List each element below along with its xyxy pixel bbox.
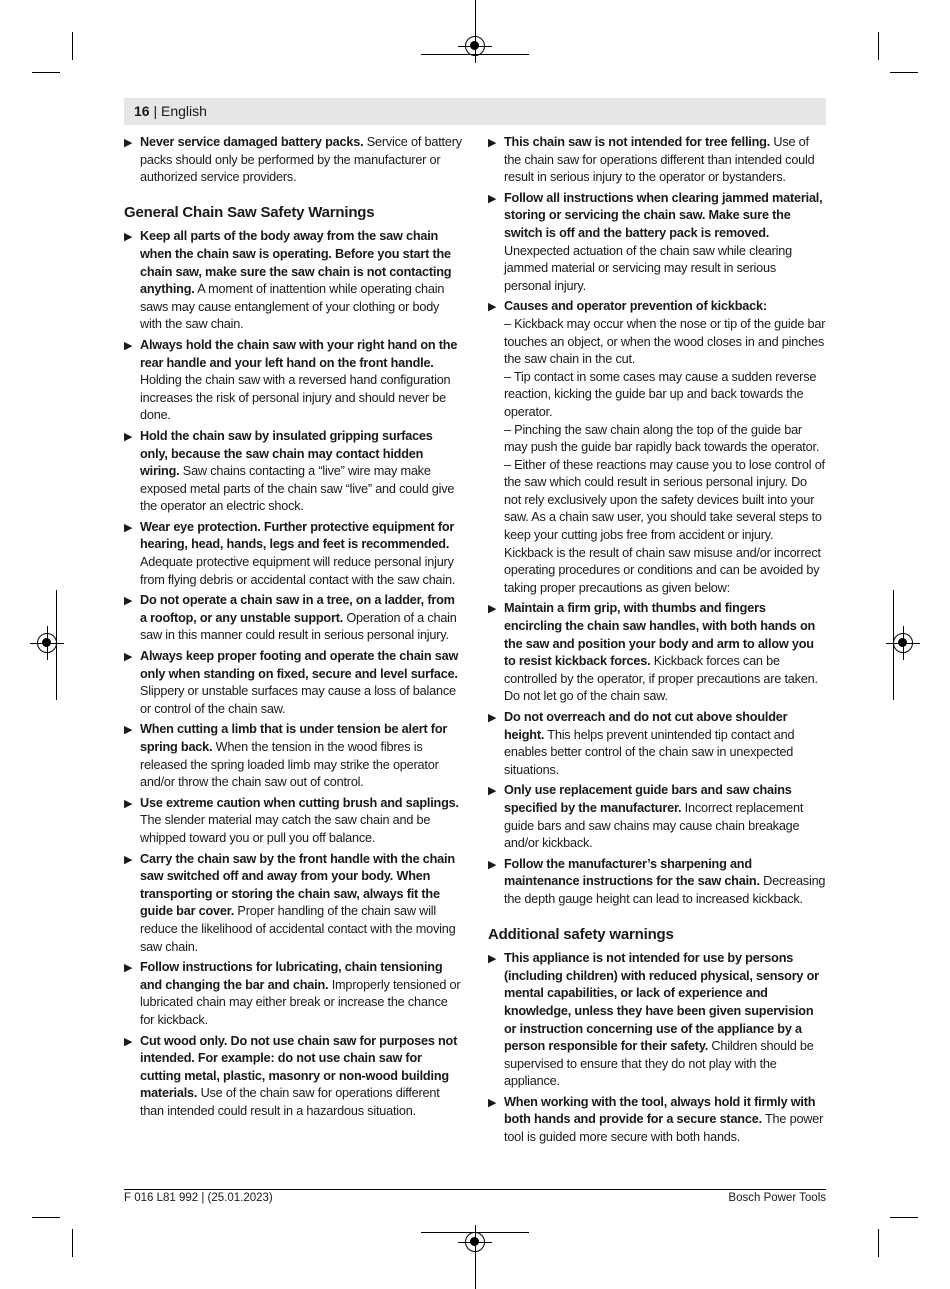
- crop-mark: [72, 32, 73, 60]
- footer-document-id: F 016 L81 992 | (25.01.2023): [124, 1192, 273, 1204]
- warning-item: [488, 134, 826, 187]
- bullet-icon: ▶: [488, 603, 497, 616]
- warning-text: Decreasing the depth gauge height can lead to increased kickback.: [504, 874, 826, 906]
- warning-bold-text: Follow instructions for lubricating, chain tensioning and changing the bar and chain.: [140, 960, 443, 992]
- warning-bold-text: This chain saw is not intended for tree felling.: [504, 135, 771, 149]
- warning-text: Use of the chain saw for operations different than intended could result in a hazardous situation.: [140, 1086, 440, 1118]
- warning-bold-text: Carry the chain saw by the front handle with the chain saw switched off and away from your body. When transporting or storing the chain saw, always fit the guide bar cover.: [140, 851, 455, 919]
- warning-text: Unexpected actuation of the chain saw while clearing jammed material or servicing may result in serious personal injury.: [504, 243, 792, 293]
- warning-text: Operation of a chain saw in this manner could result in serious personal injury.: [140, 610, 457, 643]
- warning-item: [124, 959, 462, 1029]
- warning-bold-text: When working with the tool, always hold it firmly with both hands and provide for a secure stance.: [504, 1094, 816, 1127]
- warning-bold-text: Cut wood only. Do not use chain saw for purposes not intended. For example: do not use chain saw for cutting metal, plastic, masonry or non-wood building materials.: [140, 1033, 458, 1101]
- kickback-paragraph: – Kickback may occur when the nose or tip of the guide bar touches an object, or when the wood closes in and pinches the saw chain in the cut.: [504, 316, 826, 367]
- warning-text: Kickback forces can be controlled by the operator, if proper precautions are taken. Do not let go of the chain saw.: [504, 654, 818, 704]
- bullet-icon: ▶: [488, 953, 497, 966]
- warning-item: [124, 648, 462, 718]
- warning-item: [488, 190, 826, 296]
- warning-bold-text: Always keep proper footing and operate the chain saw only when standing on fixed, secure and level surface.: [140, 649, 459, 681]
- crop-mark: [32, 1217, 60, 1218]
- bullet-icon: ▶: [124, 962, 133, 975]
- registration-mark-icon: [37, 633, 57, 653]
- warning-item: [124, 228, 462, 334]
- warning-bold-text: Do not operate a chain saw in a tree, on a ladder, from a rooftop, or any unstable support.: [140, 593, 455, 625]
- warning-bold-text: Only use replacement guide bars and saw chains specified by the manufacturer.: [504, 783, 792, 815]
- bullet-icon: ▶: [124, 651, 133, 664]
- bullet-icon: ▶: [488, 301, 497, 314]
- header-bar: [124, 98, 826, 125]
- warning-bold-text: Never service damaged battery packs.: [140, 135, 364, 149]
- warning-item: [488, 1094, 826, 1147]
- bullet-icon: ▶: [488, 1096, 497, 1109]
- page-number: 16: [134, 103, 150, 119]
- warning-text: Holding the chain saw with a reversed hand configuration increases the risk of personal injury and should never be done.: [140, 373, 451, 423]
- registration-mark-icon: [465, 36, 485, 56]
- warning-text: Adequate protective equipment will reduce personal injury from flying debris or accidental contact with the saw chain.: [140, 555, 456, 587]
- warning-text: Improperly tensioned or lubricated chain may either break or increase the chance for kickback.: [140, 977, 461, 1027]
- bullet-icon: ▶: [124, 430, 133, 443]
- warning-text: Proper handling of the chain saw will reduce the likelihood of accidental contact with the moving saw chain.: [140, 904, 456, 954]
- bullet-icon: ▶: [488, 712, 497, 724]
- warning-item: [488, 856, 826, 909]
- registration-mark-icon: [893, 633, 913, 653]
- crop-mark: [475, 1255, 476, 1289]
- warning-bold-text: Keep all parts of the body away from the saw chain when the chain saw is operating. Before you start the chain saw, make sure the saw chain is not contacting anything.: [140, 229, 452, 297]
- warning-list: [488, 134, 826, 295]
- warning-list: [488, 600, 826, 908]
- warning-bold-text: Follow all instructions when clearing jammed material, storing or servicing the chain saw. Make sure the switch is off and the battery pack is removed.: [504, 190, 823, 240]
- warning-list: [488, 950, 826, 1147]
- warning-text: Children should be supervised to ensure that they do not play with the appliance.: [504, 1039, 814, 1089]
- warning-item: [124, 1033, 462, 1121]
- kickback-paragraph: – Either of these reactions may cause you to lose control of the saw which could result in serious personal injury. Do not rely exclusively upon the safety devices built into your saw. As a chain saw user, you should take several steps to keep your cutting jobs free from accident or injury.: [504, 457, 825, 543]
- warning-item: [488, 600, 826, 706]
- crop-mark: [878, 32, 879, 60]
- bullet-icon: ▶: [124, 1035, 133, 1048]
- warning-item: [124, 795, 462, 848]
- bullet-icon: ▶: [488, 858, 497, 871]
- registration-mark-icon: [465, 1232, 485, 1252]
- warning-bold-text: Hold the chain saw by insulated gripping surfaces only, because the saw chain may contact hidden wiring.: [140, 428, 433, 479]
- warning-text: This helps prevent unintended tip contact and enables better control of the chain saw in unexpected situations.: [504, 727, 795, 777]
- warning-text: The slender material may catch the saw chain and be whipped toward you or pull you off balance.: [140, 813, 431, 845]
- warning-item: [124, 721, 462, 791]
- crop-mark: [890, 72, 918, 73]
- left-column: [124, 134, 462, 1123]
- bullet-icon: ▶: [124, 339, 133, 352]
- kickback-paragraph: Kickback is the result of chain saw misuse and/or incorrect operating procedures or conditions and can be avoided by taking proper precautions as given below:: [504, 545, 821, 595]
- page-language: English: [161, 103, 207, 119]
- warning-item: [124, 134, 462, 187]
- warning-text: Slippery or unstable surfaces may cause a loss of balance or control of the chain saw.: [140, 684, 456, 716]
- warning-item: [124, 592, 462, 645]
- warning-item: [124, 519, 462, 589]
- warning-item: [124, 428, 462, 516]
- warning-bold-text: Wear eye protection. Further protective equipment for hearing, head, hands, legs and feet is recommended.: [140, 519, 455, 552]
- warning-text: Incorrect replacement guide bars and saw chains may cause chain breakage and/or kickback.: [504, 800, 804, 851]
- warning-text: Saw chains contacting a “live” wire may make exposed metal parts of the chain saw “live” and could give the operator an electric shock.: [140, 464, 455, 514]
- kickback-heading: Causes and operator prevention of kickback:: [504, 299, 767, 314]
- warning-bold-text: Follow the manufacturer’s sharpening and maintenance instructions for the saw chain.: [504, 856, 760, 889]
- warning-bold-text: Use extreme caution when cutting brush and saplings.: [140, 795, 459, 810]
- warning-text: A moment of inattention while operating chain saws may cause entanglement of your clothing or body with the saw chain.: [140, 282, 445, 332]
- warning-bold-text: Maintain a firm grip, with thumbs and fingers encircling the chain saw handles, with both hands on the saw and position your body and arm to allow you to resist kickback forces.: [504, 601, 816, 669]
- warning-text: Service of battery packs should only be performed by the manufacturer or authorized service providers.: [140, 135, 462, 185]
- crop-mark: [890, 1217, 918, 1218]
- page-header: [134, 103, 207, 119]
- header-separator: |: [149, 103, 161, 119]
- warning-bold-text: Always hold the chain saw with your right hand on the rear handle and your left hand on the front handle.: [140, 337, 458, 370]
- bullet-icon: ▶: [124, 231, 133, 244]
- warning-list: [124, 228, 462, 1120]
- footer-brand: Bosch Power Tools: [728, 1192, 826, 1204]
- section-heading: Additional safety warnings: [488, 925, 674, 943]
- warning-text: When the tension in the wood fibres is released the spring loaded limb may strike the operator and/or throw the chain saw out of control.: [140, 740, 439, 790]
- bullet-icon: ▶: [124, 137, 133, 149]
- bullet-icon: ▶: [124, 595, 133, 608]
- warning-item: [124, 851, 462, 957]
- bullet-icon: ▶: [124, 521, 133, 534]
- warning-text: The power tool is guided more secure with both hands.: [504, 1112, 824, 1145]
- warning-bold-text: This appliance is not intended for use by persons (including children) with reduced physical, sensory or mental capabilities, or lack of experience and knowledge, unless they have been given supervision or instruction concerning use of the appliance by a person responsible for their safety.: [504, 951, 819, 1054]
- bullet-icon: ▶: [488, 785, 497, 798]
- warning-item: [124, 337, 462, 425]
- kickback-paragraph: – Pinching the saw chain along the top of the guide bar may push the guide bar rapidly back towards the operator.: [504, 422, 820, 455]
- bullet-icon: ▶: [488, 192, 497, 205]
- footer-rule: [124, 1189, 826, 1190]
- warning-bold-text: Do not overreach and do not cut above shoulder height.: [504, 710, 788, 742]
- bullet-icon: ▶: [124, 724, 133, 737]
- bullet-icon: ▶: [488, 137, 497, 149]
- crop-mark: [32, 72, 60, 73]
- bullet-icon: ▶: [124, 797, 133, 810]
- warning-item: [488, 709, 826, 779]
- warning-item: [488, 950, 826, 1091]
- right-column: [488, 134, 826, 1150]
- warning-bold-text: When cutting a limb that is under tension be alert for spring back.: [140, 722, 448, 754]
- section-heading: General Chain Saw Safety Warnings: [124, 203, 375, 221]
- warning-item: [488, 782, 826, 852]
- kickback-paragraph: – Tip contact in some cases may cause a sudden reverse reaction, kicking the guide bar up and back towards the operator.: [504, 369, 817, 419]
- kickback-item: [488, 298, 826, 597]
- bullet-icon: ▶: [124, 853, 133, 866]
- crop-mark: [72, 1229, 73, 1257]
- crop-mark: [878, 1229, 879, 1257]
- warning-text: Use of the chain saw for operations different than intended could result in serious injury to the operator or bystanders.: [504, 135, 815, 185]
